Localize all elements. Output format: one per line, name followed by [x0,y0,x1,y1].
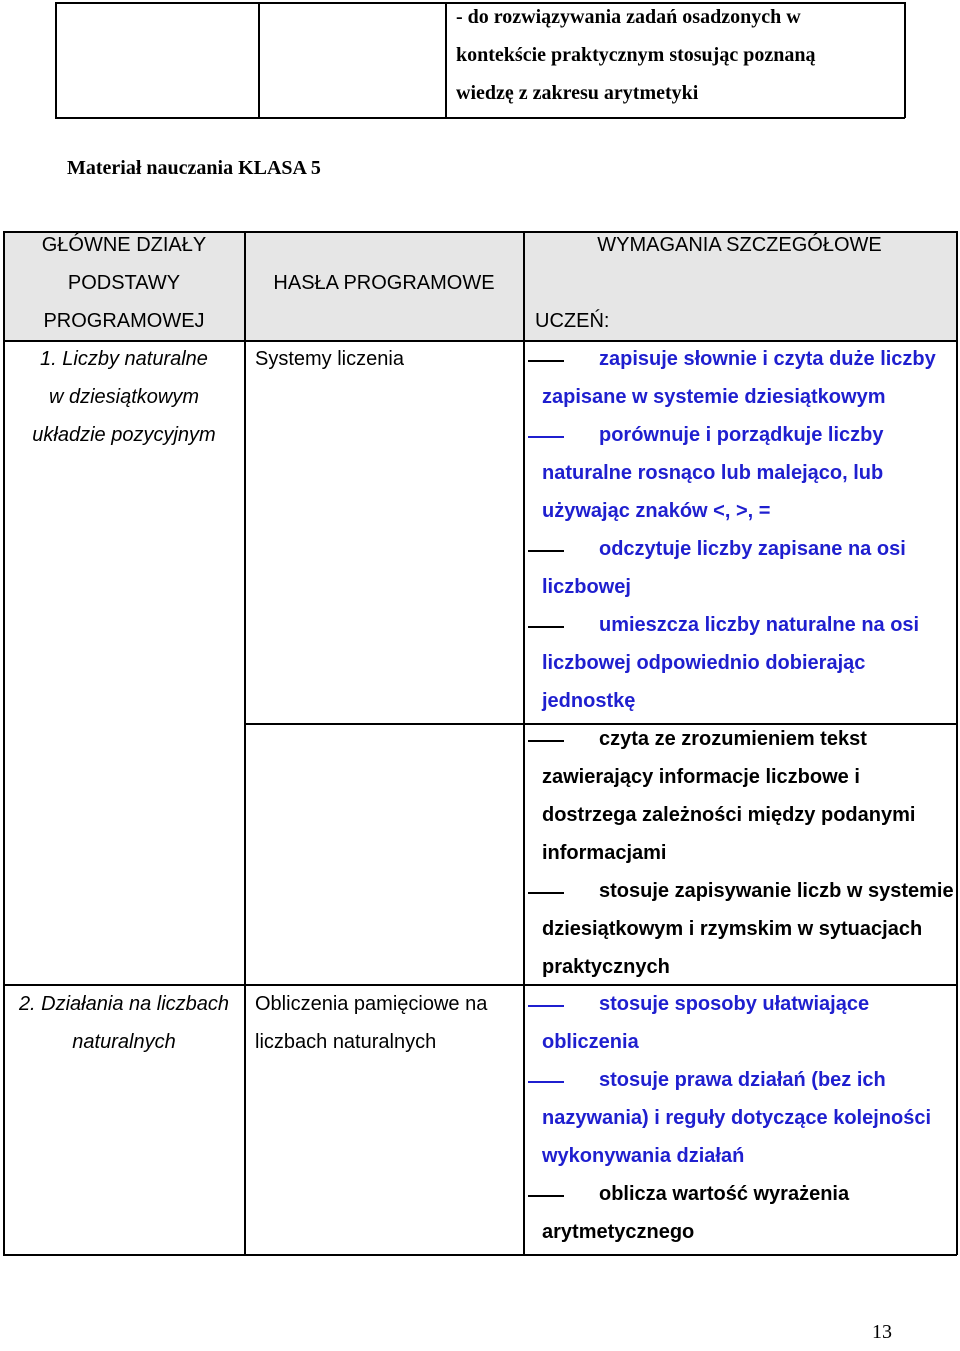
requirement-line: używając znaków <, >, = [542,500,771,522]
topic-line: Obliczenia pamięciowe na [255,993,488,1015]
header-text: PROGRAMOWEJ [43,310,205,332]
requirement-line: informacjami [542,842,667,864]
chapter-line: 1. Liczby naturalne [40,348,208,370]
header-text: GŁÓWNE DZIAŁY [41,234,207,256]
dash-bullet [528,1081,564,1083]
requirement-line: stosuje sposoby ułatwiające [599,993,870,1015]
dash-bullet [528,436,564,438]
requirement-line: arytmetycznego [542,1221,695,1243]
chapter-line: w dziesiątkowym [48,386,200,408]
requirement-line: praktycznych [542,956,670,978]
requirement-line: oblicza wartość wyrażenia [599,1183,850,1205]
requirement-line: czyta ze zrozumieniem tekst [599,728,867,750]
top-table-line: wiedzę z zakresu arytmetyki [456,82,699,104]
requirement-line: zawierający informacje liczbowe i [542,766,860,788]
requirement-line: stosuje zapisywanie liczb w systemie [599,880,954,902]
page-number: 13 [872,1321,892,1343]
requirement-line: liczbowej odpowiednio dobierając [542,652,866,674]
requirement-line: zapisane w systemie dziesiątkowym [542,386,886,408]
dash-bullet [528,626,564,628]
header-student-label: UCZEŃ: [535,310,610,332]
dash-bullet [528,550,564,552]
requirement-line: obliczenia [542,1031,639,1053]
requirement-line: jednostkę [542,690,636,712]
header-text: PODSTAWY [67,272,181,294]
chapter-line: naturalnych [72,1031,176,1053]
top-table-line: kontekście praktycznym stosując poznaną [456,44,816,66]
top-table-line: - do rozwiązywania zadań osadzonych w [456,6,801,28]
requirement-line: naturalne rosnąco lub malejąco, lub [542,462,884,484]
requirement-line: liczbowej [542,576,631,598]
requirement-line: wykonywania działań [542,1145,745,1167]
requirement-line: odczytuje liczby zapisane na osi [599,538,906,560]
requirement-line: zapisuje słownie i czyta duże liczby [599,348,936,370]
requirement-line: porównuje i porządkuje liczby [599,424,884,446]
header-col-topics: HASŁA PROGRAMOWE [273,272,495,294]
dash-bullet [528,360,564,362]
chapter-line: 2. Działania na liczbach [18,993,230,1015]
requirement-line: dziesiątkowym i rzymskim w sytuacjach [542,918,923,940]
section-title: Materiał nauczania KLASA 5 [67,157,321,179]
requirement-line: nazywania) i reguły dotyczące kolejności [542,1107,932,1129]
dash-bullet [528,1195,564,1197]
requirement-line: umieszcza liczby naturalne na osi [599,614,920,636]
chapter-line: układzie pozycyjnym [32,424,216,446]
requirement-line: dostrzega zależności między podanymi [542,804,916,826]
topic-line: liczbach naturalnych [255,1031,437,1053]
requirement-line: stosuje prawa działań (bez ich [599,1069,886,1091]
dash-bullet [528,1005,564,1007]
header-col-requirements: WYMAGANIA SZCZEGÓŁOWE [597,234,882,256]
dash-bullet [528,740,564,742]
topic-number-systems: Systemy liczenia [255,348,404,370]
dash-bullet [528,892,564,894]
